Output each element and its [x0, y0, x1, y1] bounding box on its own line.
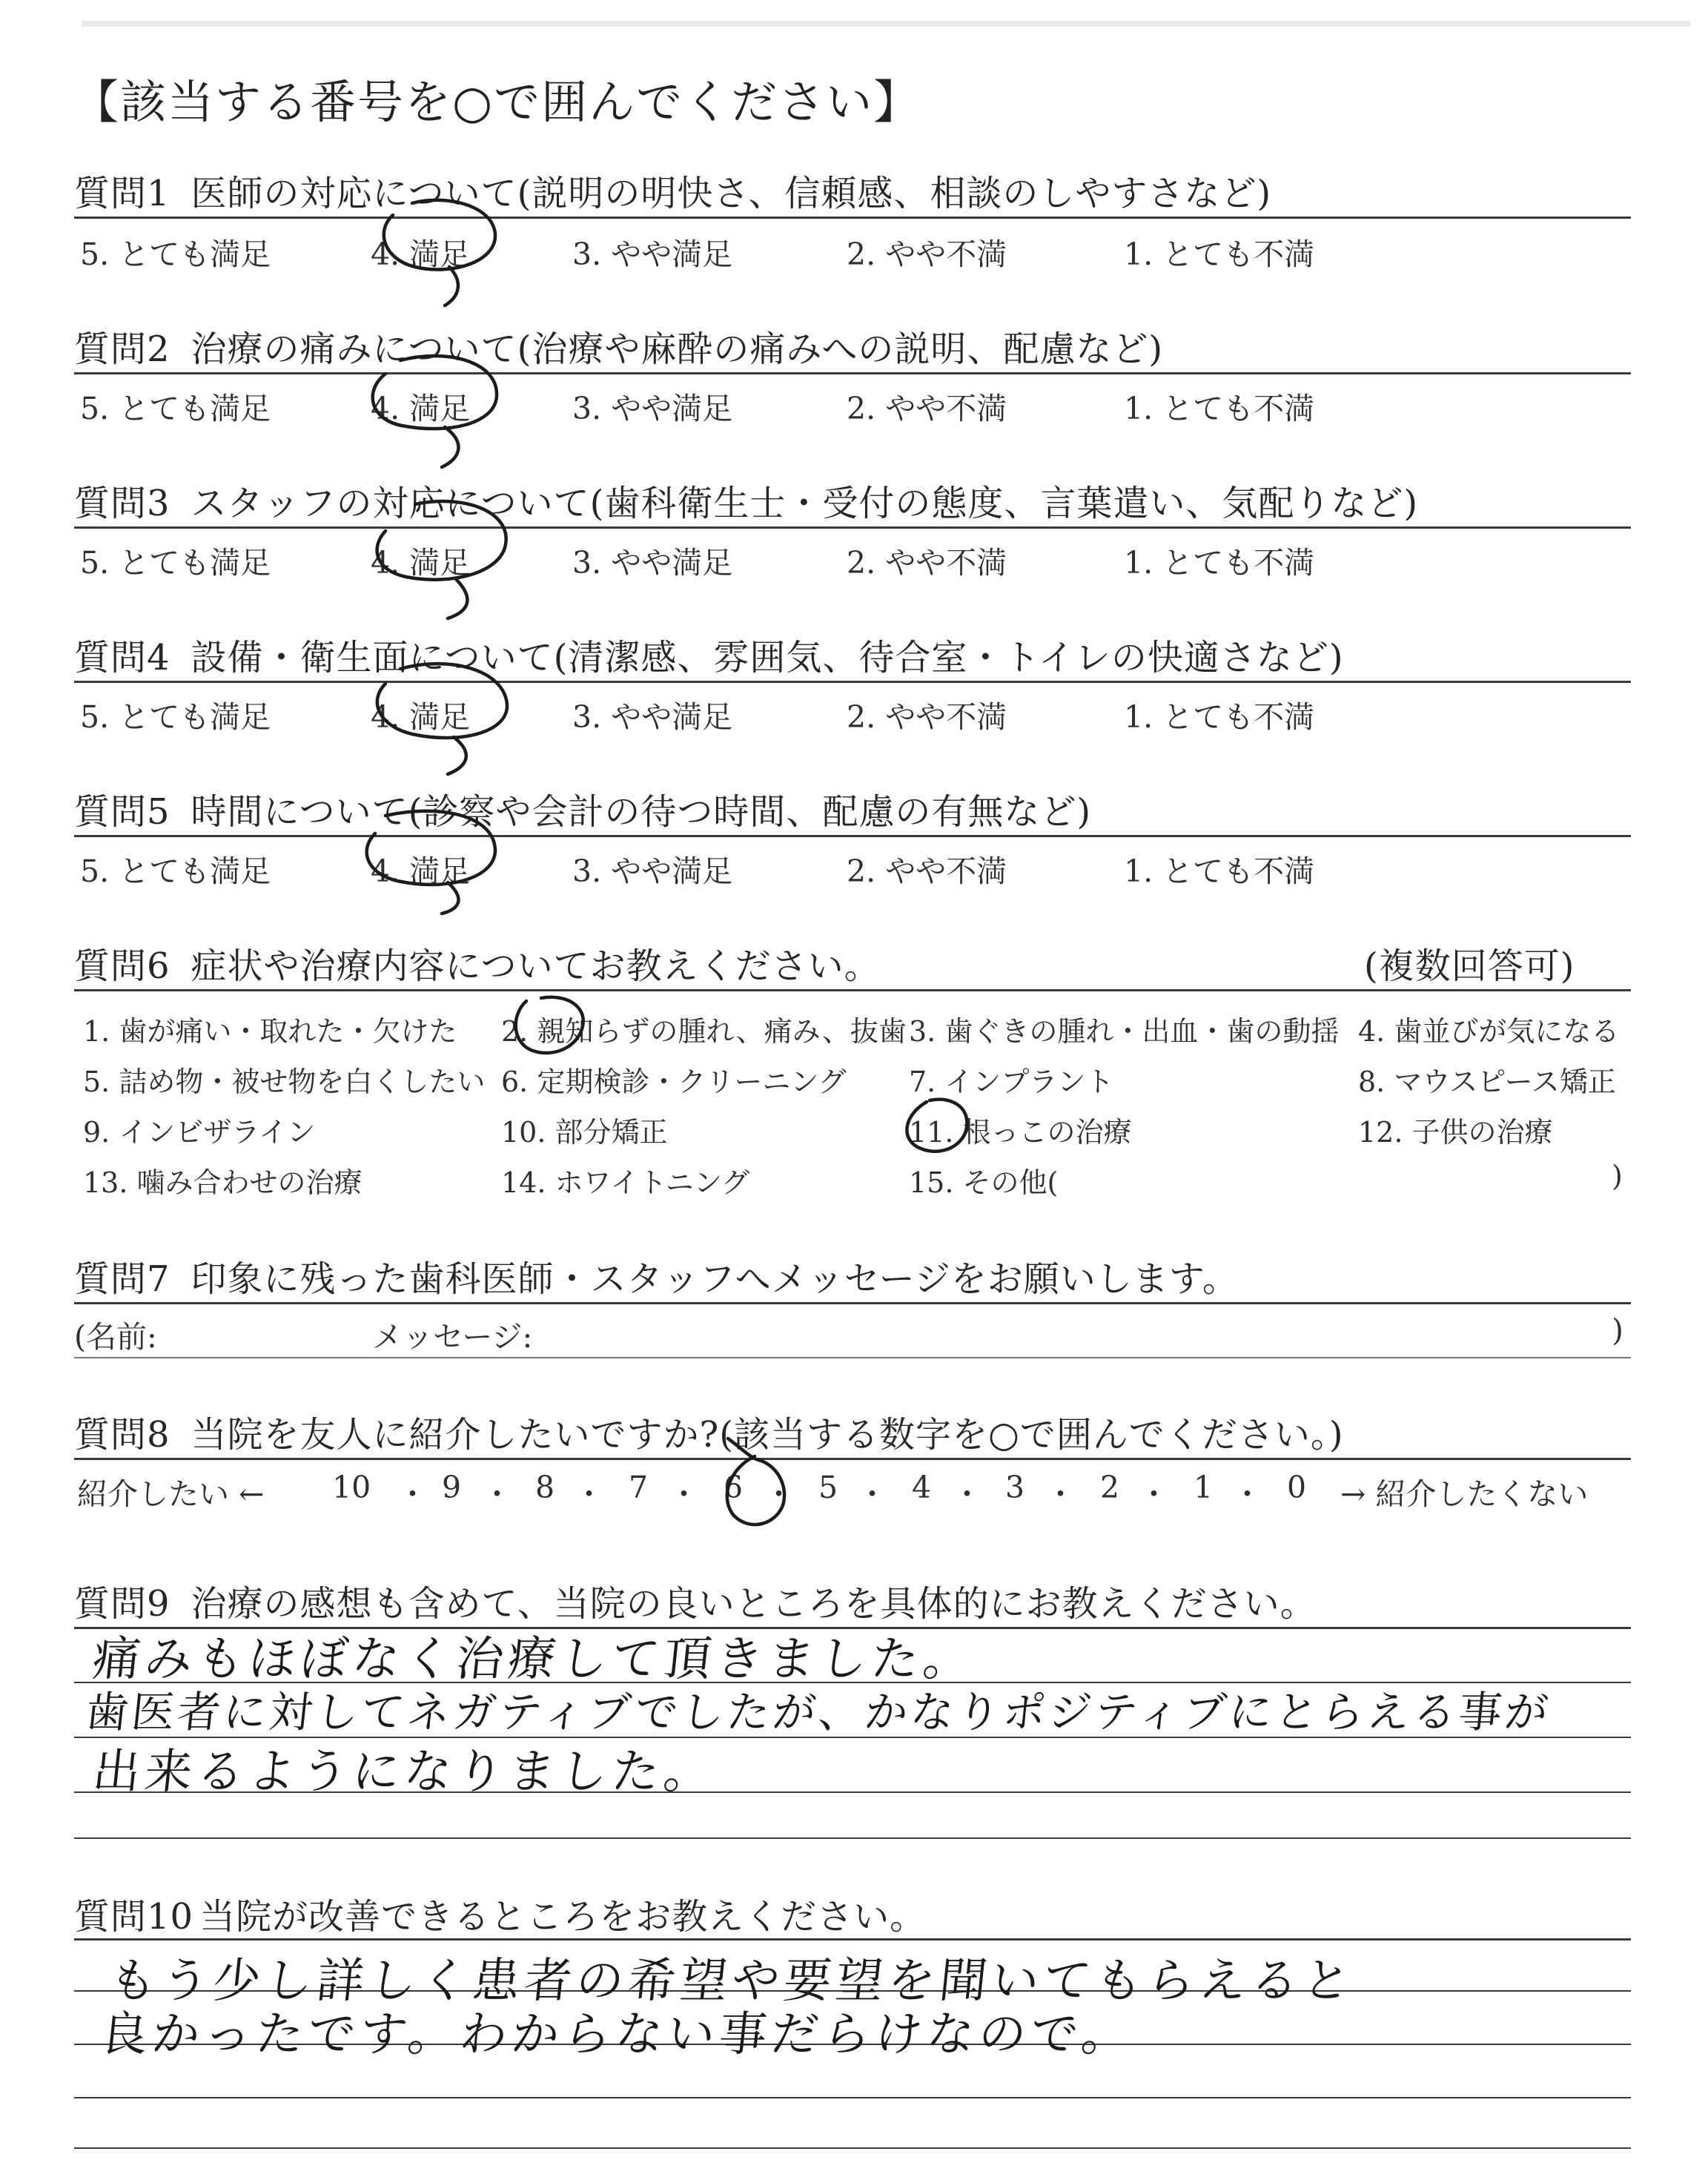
- option-4[interactable]: 4. 満足: [371, 545, 471, 581]
- option-2[interactable]: 2. やや不満: [847, 391, 1007, 426]
- scale-dot: ・: [1139, 1476, 1169, 1512]
- scale-value-9[interactable]: 9: [442, 1470, 462, 1505]
- option-3[interactable]: 3. やや満足: [572, 699, 733, 735]
- symptom-option[interactable]: 8. マウスピース矯正: [1358, 1066, 1616, 1098]
- option-4[interactable]: 4. 満足: [371, 853, 471, 889]
- scale-value-1[interactable]: 1: [1194, 1470, 1214, 1505]
- answer-line: [74, 1837, 1631, 1839]
- symptom-option[interactable]: 6. 定期検診・クリーニング: [501, 1066, 847, 1098]
- option-1[interactable]: 1. とても不満: [1124, 853, 1315, 889]
- question-3: [74, 475, 1418, 526]
- symptom-option-other[interactable]: 15. その他(: [909, 1166, 1059, 1199]
- other-close-paren: ): [1612, 1160, 1623, 1192]
- question-text: 治療の痛みについて(治療や麻酔の痛みへの説明、配慮など): [191, 328, 1164, 370]
- symptom-option[interactable]: 7. インプラント: [909, 1066, 1114, 1098]
- name-label: (名前:: [74, 1319, 157, 1355]
- answer-line: [74, 2147, 1631, 2149]
- question-rule: [74, 1458, 1631, 1460]
- option-4[interactable]: 4. 満足: [371, 237, 471, 272]
- question-1: [74, 165, 1271, 216]
- question-rule: [74, 989, 1631, 991]
- option-1[interactable]: 1. とても不満: [1124, 391, 1315, 426]
- scale-right-label: → 紹介したくない: [1340, 1476, 1589, 1512]
- question-10: [74, 1888, 926, 1939]
- question-rule: [74, 1302, 1631, 1304]
- scale-dot: ・: [397, 1476, 428, 1512]
- question-number: 質問5: [74, 791, 171, 833]
- answer-line: [74, 1938, 1631, 1941]
- option-2[interactable]: 2. やや不満: [847, 699, 1007, 735]
- symptom-option[interactable]: 11. 根っこの治療: [909, 1116, 1132, 1149]
- symptom-option[interactable]: 3. 歯ぐきの腫れ・出血・歯の動揺: [909, 1015, 1340, 1048]
- question-text: 印象に残った歯科医師・スタッフへメッセージをお願いします。: [191, 1258, 1239, 1300]
- question-number: 質問9: [74, 1583, 171, 1625]
- scale-dot: ・: [764, 1476, 794, 1512]
- symptom-option[interactable]: 9. インビザライン: [83, 1116, 316, 1149]
- scale-left-label: 紹介したい ←: [77, 1476, 265, 1512]
- handwritten-answer-line: 出来るようになりました。: [90, 1745, 719, 1800]
- question-number: 質問2: [74, 328, 171, 370]
- question-text: 医師の対応について(説明の明快さ、信頼感、相談のしやすさなど): [191, 173, 1272, 214]
- symptom-option[interactable]: 13. 噛み合わせの治療: [83, 1166, 363, 1199]
- scale-value-7[interactable]: 7: [629, 1470, 649, 1505]
- question-number: 質問6: [74, 945, 171, 987]
- question-text: 設備・衛生面について(清潔感、雰囲気、待合室・トイレの快適さなど): [191, 637, 1344, 678]
- question-text: 当院を友人に紹介したいですか?(該当する数字を○で囲んでください。): [191, 1414, 1344, 1456]
- symptom-option[interactable]: 14. ホワイトニング: [501, 1166, 750, 1199]
- question-text: 時間について(診察や会計の待つ時間、配慮の有無など): [191, 791, 1092, 833]
- scale-value-5[interactable]: 5: [818, 1470, 838, 1505]
- option-3[interactable]: 3. やや満足: [572, 391, 733, 426]
- option-5[interactable]: 5. とても満足: [80, 545, 271, 581]
- scale-value-3[interactable]: 3: [1005, 1470, 1025, 1505]
- question-8: [74, 1406, 1344, 1457]
- question-number: 質問7: [74, 1258, 171, 1300]
- question-text: 治療の感想も含めて、当院の良いところを具体的にお教えください。: [191, 1583, 1317, 1625]
- option-2[interactable]: 2. やや不満: [847, 237, 1007, 272]
- scale-dot: ・: [1045, 1476, 1076, 1512]
- option-3[interactable]: 3. やや満足: [572, 853, 733, 889]
- scale-dot: ・: [952, 1476, 982, 1512]
- option-5[interactable]: 5. とても満足: [80, 391, 271, 426]
- handwritten-answer-line: もう少し詳しく患者の希望や要望を聞いてもらえると: [106, 1954, 1358, 2009]
- option-4[interactable]: 4. 満足: [371, 391, 471, 426]
- answer-line: [74, 2097, 1631, 2098]
- option-3[interactable]: 3. やや満足: [572, 545, 733, 581]
- option-3[interactable]: 3. やや満足: [572, 237, 733, 272]
- scale-value-10[interactable]: 10: [332, 1470, 371, 1505]
- scale-value-2[interactable]: 2: [1100, 1470, 1120, 1505]
- scale-dot: ・: [482, 1476, 512, 1512]
- option-5[interactable]: 5. とても満足: [80, 237, 271, 272]
- option-2[interactable]: 2. やや不満: [847, 545, 1007, 581]
- handwritten-answer-line: 良かったです。わからない事だらけなので。: [97, 2007, 1136, 2062]
- symptom-option[interactable]: 12. 子供の治療: [1358, 1116, 1553, 1149]
- scale-dot: ・: [574, 1476, 604, 1512]
- option-2[interactable]: 2. やや不満: [847, 853, 1007, 889]
- symptom-option[interactable]: 2. 親知らずの腫れ、痛み、抜歯: [501, 1015, 907, 1048]
- scale-dot: ・: [669, 1476, 699, 1512]
- question-6: [74, 937, 881, 988]
- question-rule: [74, 526, 1631, 529]
- scale-value-8[interactable]: 8: [535, 1470, 555, 1505]
- message-close-paren: ): [1612, 1312, 1623, 1348]
- message-rule: [74, 1357, 1631, 1358]
- message-label: メッセージ:: [372, 1319, 533, 1355]
- question-rule: [74, 681, 1631, 683]
- symptom-option[interactable]: 10. 部分矯正: [501, 1116, 668, 1149]
- question-4: [74, 629, 1344, 680]
- option-1[interactable]: 1. とても不満: [1124, 545, 1315, 581]
- question-7: [74, 1250, 1239, 1301]
- scan-top-edge: [82, 21, 1690, 27]
- handwritten-answer-line: 歯医者に対してネガティブでしたが、かなりポジティブにとらえる事が: [82, 1687, 1554, 1737]
- scale-value-0[interactable]: 0: [1287, 1470, 1307, 1505]
- handwritten-answer-line: 痛みもほぼなく治療して頂きました。: [90, 1632, 979, 1687]
- symptom-option[interactable]: 5. 詰め物・被せ物を白くしたい: [83, 1066, 486, 1098]
- scale-value-6[interactable]: 6: [724, 1470, 744, 1505]
- multiple-answer-note: (複数回答可): [1364, 945, 1575, 987]
- question-rule: [74, 372, 1631, 374]
- question-text: スタッフの対応について(歯科衛生士・受付の態度、言葉遣い、気配りなど): [191, 483, 1419, 524]
- option-5[interactable]: 5. とても満足: [80, 699, 271, 735]
- question-9: [74, 1575, 1317, 1626]
- question-rule: [74, 835, 1631, 837]
- form-header: 【該当する番号を○で囲んでください】: [73, 75, 921, 129]
- scale-dot: ・: [1232, 1476, 1262, 1512]
- question-number: 質問3: [74, 483, 171, 524]
- option-4[interactable]: 4. 満足: [371, 699, 471, 735]
- scale-value-4[interactable]: 4: [912, 1470, 932, 1505]
- question-number: 質問10: [74, 1896, 194, 1938]
- question-text: 症状や治療内容についてお教えください。: [191, 945, 881, 987]
- question-rule: [74, 217, 1631, 219]
- question-number: 質問1: [74, 173, 171, 214]
- question-number: 質問4: [74, 637, 171, 678]
- symptom-option[interactable]: 1. 歯が痛い・取れた・欠けた: [83, 1015, 457, 1048]
- question-text: 当院が改善できるところをお教えください。: [199, 1896, 927, 1938]
- option-1[interactable]: 1. とても不満: [1124, 237, 1315, 272]
- question-5: [74, 783, 1091, 834]
- question-2: [74, 320, 1163, 371]
- question-number: 質問8: [74, 1414, 171, 1456]
- scale-dot: ・: [857, 1476, 887, 1512]
- option-5[interactable]: 5. とても満足: [80, 853, 271, 889]
- symptom-option[interactable]: 4. 歯並びが気になる: [1358, 1015, 1620, 1048]
- option-1[interactable]: 1. とても不満: [1124, 699, 1315, 735]
